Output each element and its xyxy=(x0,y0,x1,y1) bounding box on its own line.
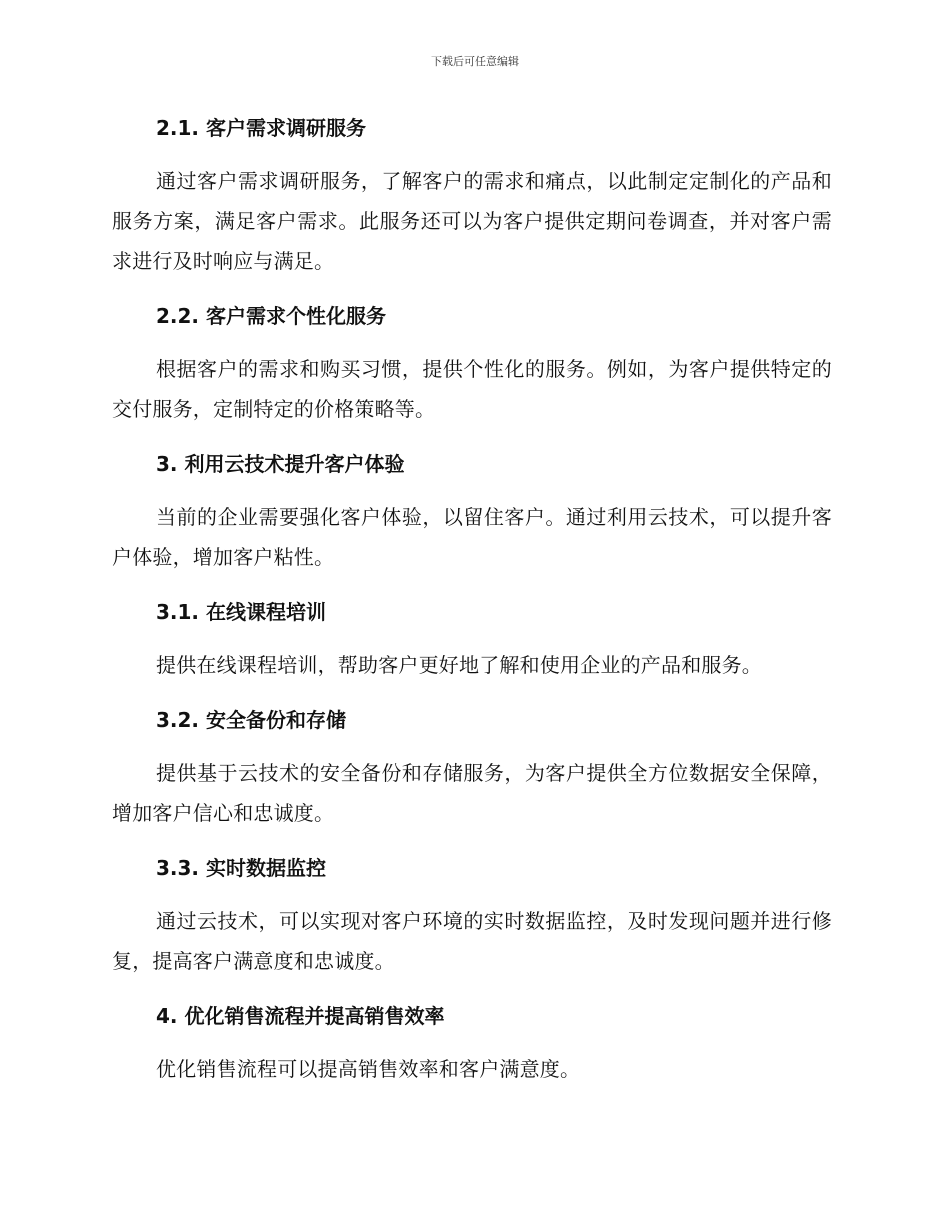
section-paragraph-3-2: 提供基于云技术的安全备份和存储服务，为客户提供全方位数据安全保障，增加客户信心和忠诚度。 xyxy=(112,761,832,825)
section-heading-2-2: 2.2. 客户需求个性化服务 xyxy=(156,304,386,328)
section-heading-2-1: 2.1. 客户需求调研服务 xyxy=(156,116,366,140)
section-paragraph-3-3: 通过云技术，可以实现对客户环境的实时数据监控，及时发现问题并进行修复，提高客户满意度和忠诚度。 xyxy=(112,909,832,973)
page-header: 下载后可任意编辑 xyxy=(431,55,519,68)
document-body xyxy=(112,109,832,1105)
section-paragraph-3-1: 提供在线课程培训，帮助客户更好地了解和使用企业的产品和服务。 xyxy=(156,653,762,677)
section-paragraph-2-2: 根据客户的需求和购买习惯，提供个性化的服务。例如，为客户提供特定的交付服务，定制特定的价格策略等。 xyxy=(112,357,832,421)
section-heading-3: 3. 利用云技术提升客户体验 xyxy=(156,452,405,476)
section-paragraph-3: 当前的企业需要强化客户体验，以留住客户。通过利用云技术，可以提升客户体验，增加客户粘性。 xyxy=(112,505,832,569)
section-paragraph-2-1: 通过客户需求调研服务，了解客户的需求和痛点，以此制定定制化的产品和服务方案，满足客户需求。此服务还可以为客户提供定期问卷调查，并对客户需求进行及时响应与满足。 xyxy=(112,169,832,273)
section-paragraph-4: 优化销售流程可以提高销售效率和客户满意度。 xyxy=(156,1057,581,1081)
section-heading-4: 4. 优化销售流程并提高销售效率 xyxy=(156,1004,445,1028)
section-heading-3-2: 3.2. 安全备份和存储 xyxy=(156,708,346,732)
section-heading-3-3: 3.3. 实时数据监控 xyxy=(156,856,326,880)
section-heading-3-1: 3.1. 在线课程培训 xyxy=(156,600,326,624)
